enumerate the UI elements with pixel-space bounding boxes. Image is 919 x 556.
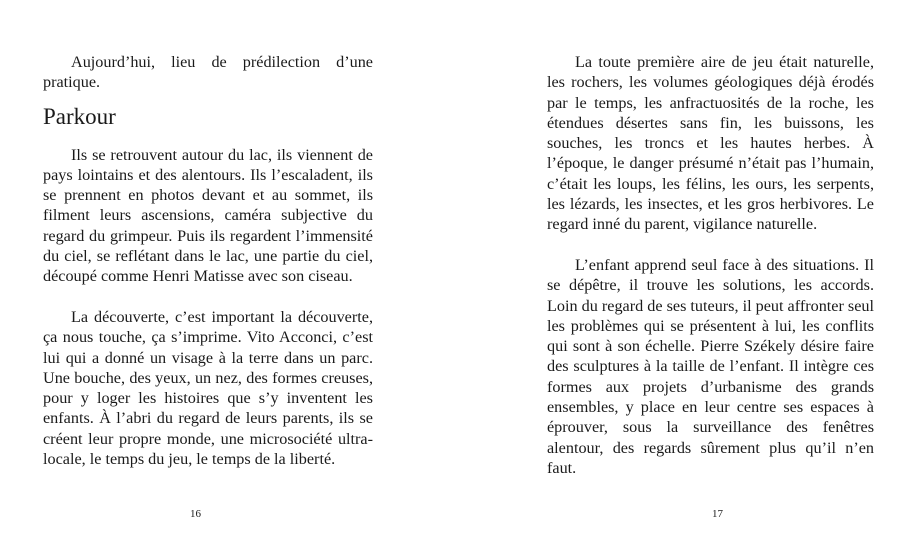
page-number: 17 [712, 508, 723, 520]
right-text-column [547, 52, 874, 478]
body-paragraph: La toute première aire de jeu était naturelle, les rochers, les volumes géologiques déjà érodés par le temps, les anfractuosités de la roche, les étendues désertes sans fin, les buissons, les souches, les troncs et les hautes herbes. À l’époque, le danger présumé n’était pas l’humain, c’était les loups, les félins, les ours, les serpents, les lézards, les insectes, et les gros herbivores. Le regard inné du parent, vigilance naturelle. [547, 53, 874, 234]
page-number: 16 [190, 508, 201, 520]
section-heading: Parkour [43, 103, 116, 129]
right-page [460, 0, 919, 556]
left-page [0, 0, 459, 556]
left-text-column [43, 52, 373, 469]
body-paragraph: Ils se retrouvent autour du lac, ils viennent de pays lointains et des alentours. Ils l’escaladent, ils se prennent en photos devant et au sommet, ils filment leurs ascensions, caméra subjective du regard du grimpeur. Puis ils regardent l’immensité du ciel, se reflétant dans le lac, une partie du ciel, découpé comme Henri Matisse avec son ciseau. [43, 145, 373, 286]
intro-paragraph: Aujourd’hui, lieu de prédilection d’une pratique. [43, 53, 373, 92]
body-paragraph: L’enfant apprend seul face à des situations. Il se dépêtre, il trouve les solutions, les accords. Loin du regard de ses tuteurs, il peut affronter seul les problèmes qui se présentent à lui, les conflits qui sont à son échelle. Pierre Székely désire faire des sculptures à la taille de l’enfant. Il intègre ces formes aux projets d’urbanisme des grands ensembles, y place en leur centre ses espaces à éprouver, sous la surveillance des fenêtres alentour, des regards sûrement plus qu’il n’en faut. [547, 255, 874, 477]
body-paragraph: La découverte, c’est important la découverte, ça nous touche, ça s’imprime. Vito Acconci, c’est lui qui a donné un visage à la terre dans un parc. Une bouche, des yeux, un nez, des formes creuses, pour y loger les histoires que s’y inventent les enfants. À l’abri du regard de leurs parents, ils se créent leur propre monde, une microsociété ultra-locale, le temps du jeu, le temps de la liberté. [43, 307, 373, 469]
